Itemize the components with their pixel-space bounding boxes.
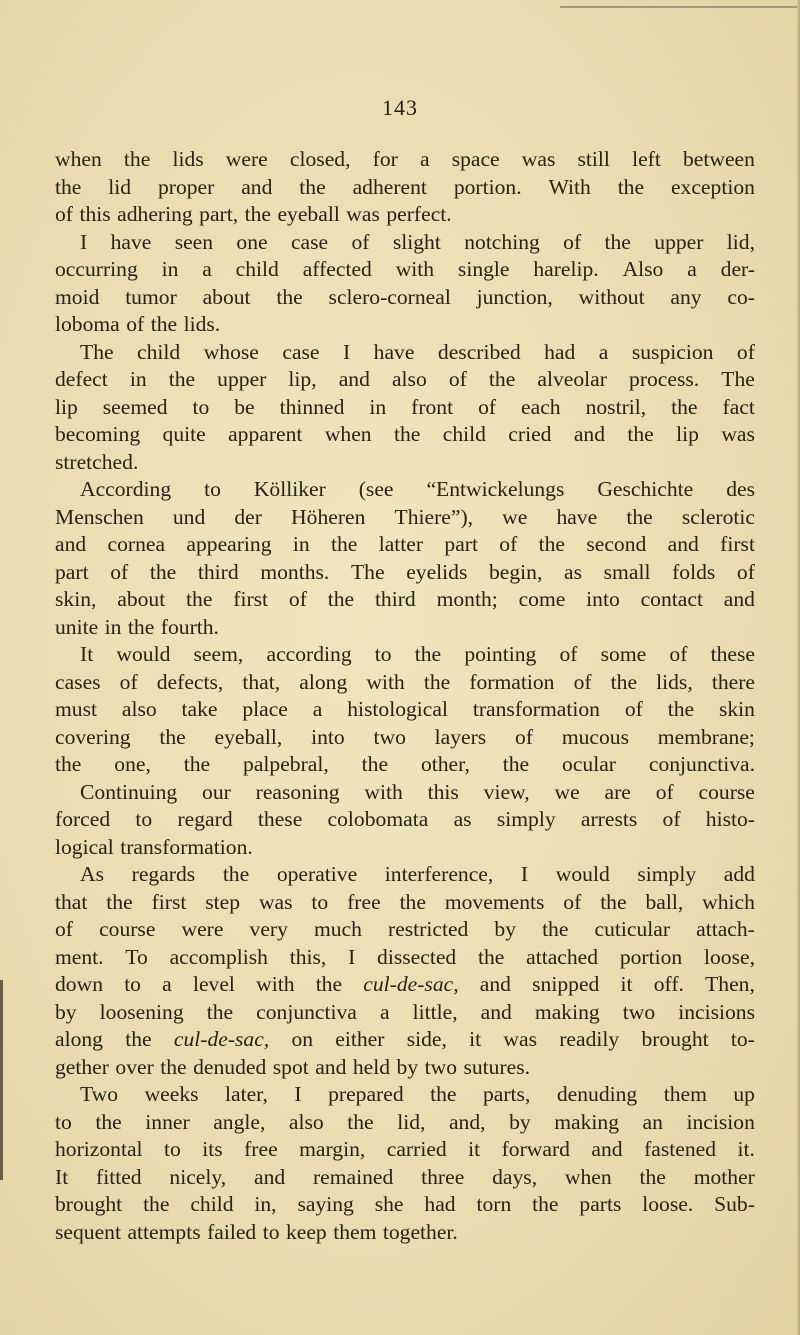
text-line: and cornea appearing in the latter part of the second and first — [55, 532, 755, 556]
text-line: Continuing our reasoning with this view, we are of course — [80, 779, 755, 804]
text-line: down to a level with the cul-de-sac, and snipped it off. Then, — [55, 972, 755, 996]
text-line: It fitted nicely, and remained three days, when the mother — [55, 1164, 755, 1189]
text-line: According to Kölliker (see “Entwickelungs Geschichte des — [80, 477, 755, 501]
text-line: Two weeks later, I prepared the parts, denuding them up — [80, 1082, 755, 1106]
text-line: It would seem, according to the pointing of some of these — [80, 642, 755, 666]
text-line: unite in the fourth. — [55, 614, 219, 639]
body-text — [55, 146, 755, 1246]
text-line: As regards the operative interference, I would simply add — [80, 862, 755, 886]
text-line: that the first step was to free the movements of the ball, which — [55, 889, 755, 914]
text-line: when the lids were closed, for a space was still left between — [55, 147, 755, 171]
text-line: I have seen one case of slight notching of the upper lid, — [80, 229, 755, 254]
text-line: lip seemed to be thinned in front of each nostril, the fact — [55, 394, 755, 419]
text-line: becoming quite apparent when the child cried and the lip was — [55, 422, 755, 446]
text-line: defect in the upper lip, and also of the alveolar process. The — [55, 367, 755, 391]
text-line: of this adhering part, the eyeball was perfect. — [55, 202, 452, 226]
text-line: brought the child in, saying she had torn the parts loose. Sub- — [55, 1192, 755, 1216]
text-line: by loosening the conjunctiva a little, and making two incisions — [55, 999, 755, 1024]
text-line: horizontal to its free margin, carried it forward and fastened it. — [55, 1137, 755, 1161]
text-line: of course were very much restricted by the cuticular attach- — [55, 917, 755, 941]
text-line: sequent attempts failed to keep them together. — [55, 1219, 458, 1244]
text-line: ment. To accomplish this, I dissected the attached portion loose, — [55, 944, 755, 969]
text-line: occurring in a child affected with single harelip. Also a der- — [55, 257, 755, 281]
text-line: Menschen und der Höheren Thiere”), we have the sclerotic — [55, 504, 755, 529]
text-line: the one, the palpebral, the other, the ocular conjunctiva. — [55, 752, 755, 776]
text-line: loboma of the lids. — [55, 312, 221, 336]
text-line: stretched. — [55, 449, 139, 474]
text-line: logical transformation. — [55, 834, 253, 859]
text-line: forced to regard these colobomata as simply arrests of histo- — [55, 807, 755, 831]
text-line: part of the third months. The eyelids begin, as small folds of — [55, 559, 755, 584]
page-left-edge-shadow — [0, 980, 3, 1180]
top-edge-rule — [560, 6, 800, 8]
text-line: must also take place a histological transformation of the skin — [55, 697, 755, 721]
text-line: gether over the denuded spot and held by two sutures. — [55, 1054, 531, 1079]
text-line: the lid proper and the adherent portion. With the exception — [55, 174, 755, 199]
page-number: 143 — [382, 95, 418, 120]
text-line: to the inner angle, also the lid, and, by making an incision — [55, 1109, 755, 1134]
text-line: along the cul-de-sac, on either side, it was readily brought to- — [55, 1027, 755, 1051]
text-line: moid tumor about the sclero-corneal junction, without any co- — [55, 284, 755, 309]
text-line: skin, about the first of the third month; come into contact and — [55, 587, 755, 611]
text-line: covering the eyeball, into two layers of mucous membrane; — [55, 724, 755, 749]
text-line: cases of defects, that, along with the formation of the lids, there — [55, 669, 755, 694]
text-line: The child whose case I have described had a suspicion of — [80, 339, 755, 364]
